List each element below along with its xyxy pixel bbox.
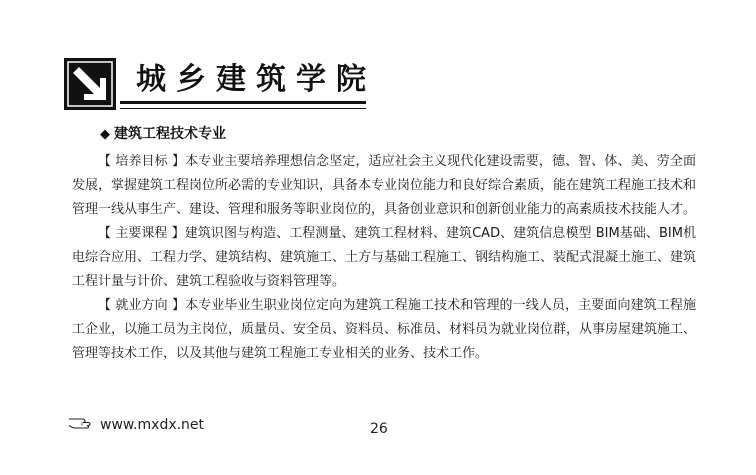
major-heading (100, 124, 226, 145)
label-training-goal: 【 培养目标 】 (98, 154, 186, 169)
text-main-courses: 建筑识图与构造、工程测量、建筑工程材料、建筑CAD、建筑信息模型 BIM基础、BIM机电综合应用、工程力学、建筑结构、建筑施工、土方与基础工程施工、钢结构施工、装配式混凝土施工、建筑工程计量与计价、建筑工程验收与资料管理等。 (72, 226, 697, 289)
text-training-goal: 本专业主要培养理想信念坚定，适应社会主义现代化建设需要，德、智、体、美、劳全面发展，掌握建筑工程岗位所必需的专业知识，具备本专业岗位能力和良好综合素质，能在建筑工程施工技术和管理一线从事生产、建设、管理和服务等职业岗位的，具备创业意识和创新创业能力的高素质技术技能人才。 (72, 154, 697, 217)
paragraph-career-direction (72, 294, 696, 366)
paragraph-training-goal (72, 150, 696, 222)
arrow-logo-icon (64, 58, 116, 110)
pointing-hand-icon (68, 415, 96, 434)
paragraph-main-courses (72, 222, 696, 294)
website-link[interactable] (68, 415, 204, 434)
page-number: 26 (370, 421, 388, 437)
major-title: 建筑工程技术专业 (114, 126, 226, 142)
title-underline-thick (120, 101, 366, 104)
diamond-bullet-icon: ◆ (100, 127, 110, 142)
college-logo (64, 58, 116, 110)
text-career-direction: 本专业毕业生职业岗位定向为建筑工程施工技术和管理的一线人员，主要面向建筑工程施工企业，以施工员为主岗位，质量员、安全员、资料员、标准员、材料员为就业岗位群，从事房屋建筑施工、管理等技术工作，以及其他与建筑工程施工专业相关的业务、技术工作。 (72, 298, 697, 361)
major-description (72, 150, 696, 366)
college-title: 城乡建筑学院 (136, 62, 376, 97)
label-career-direction: 【 就业方向 】 (98, 298, 186, 313)
website-url[interactable]: www.mxdx.net (100, 416, 205, 433)
title-underline-thin (120, 108, 366, 109)
label-main-courses: 【 主要课程 】 (98, 226, 185, 241)
